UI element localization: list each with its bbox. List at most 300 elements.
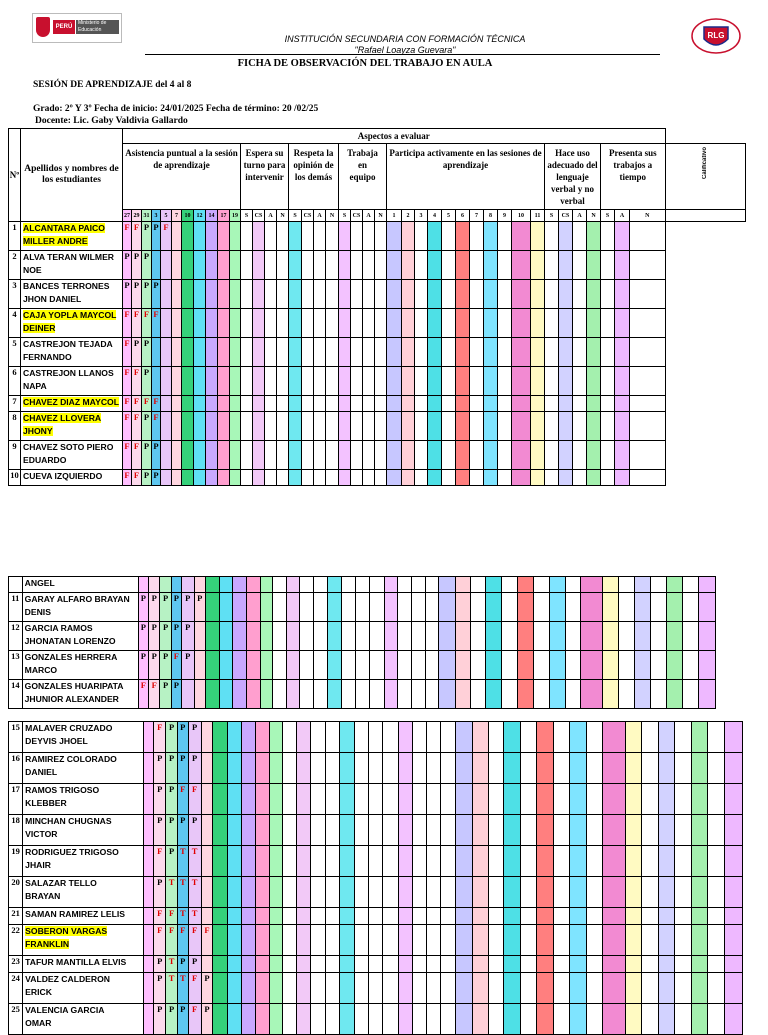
date-label: 31	[142, 210, 152, 222]
empty-cell	[325, 877, 339, 908]
student-name-line: ALCANTARA PAICO	[23, 223, 105, 233]
student-row	[9, 908, 743, 925]
attendance-mark: F	[171, 651, 181, 680]
student-name-line: BRAYAN	[25, 891, 61, 901]
empty-cell	[383, 908, 398, 925]
empty-cell	[545, 396, 559, 412]
empty-cell	[314, 680, 328, 709]
attendance-mark: F	[123, 222, 132, 251]
empty-cell	[246, 680, 260, 709]
empty-cell	[666, 577, 682, 593]
empty-cell	[441, 1004, 455, 1035]
observation-table-continued	[8, 576, 716, 709]
empty-cell	[570, 784, 587, 815]
empty-cell	[355, 784, 369, 815]
empty-cell	[650, 577, 666, 593]
empty-cell	[286, 593, 300, 622]
attendance-mark: T	[177, 846, 188, 877]
empty-cell	[342, 651, 356, 680]
student-name-line: GARAY ALFARO BRAYAN	[24, 594, 130, 604]
empty-cell	[227, 1004, 241, 1035]
student-row	[9, 846, 743, 877]
empty-cell	[666, 622, 682, 651]
empty-cell	[427, 722, 441, 753]
empty-cell	[456, 680, 471, 709]
student-name	[23, 973, 144, 1004]
attendance-mark: P	[142, 441, 152, 470]
attendance-mark: P	[177, 722, 188, 753]
empty-cell	[172, 280, 182, 309]
group-header-1: Asistencia puntual a la sesión de aprendizaje	[123, 144, 241, 210]
session-label: 6	[456, 210, 470, 222]
empty-cell	[351, 280, 363, 309]
student-name	[22, 680, 138, 709]
empty-cell	[302, 338, 314, 367]
empty-cell	[642, 753, 659, 784]
empty-cell	[587, 367, 601, 396]
attendance-mark: P	[142, 280, 152, 309]
empty-cell	[581, 577, 603, 593]
empty-cell	[369, 680, 384, 709]
empty-cell	[369, 784, 383, 815]
empty-cell	[456, 396, 470, 412]
empty-cell	[255, 846, 269, 877]
empty-cell	[201, 877, 213, 908]
empty-cell	[517, 651, 533, 680]
empty-cell	[708, 908, 725, 925]
empty-cell	[642, 925, 659, 956]
empty-cell	[218, 412, 230, 441]
empty-cell	[517, 593, 533, 622]
empty-cell	[533, 680, 549, 709]
empty-cell	[531, 367, 545, 396]
empty-cell	[194, 309, 206, 338]
student-row	[9, 309, 746, 338]
student-number: 20	[9, 877, 23, 908]
student-name	[22, 577, 138, 593]
attendance-mark: F	[188, 925, 201, 956]
empty-cell	[484, 251, 498, 280]
attendance-mark: P	[166, 1004, 178, 1035]
empty-cell	[227, 753, 241, 784]
empty-cell	[625, 815, 642, 846]
empty-cell	[369, 908, 383, 925]
empty-cell	[658, 925, 675, 956]
empty-cell	[213, 753, 227, 784]
empty-cell	[650, 651, 666, 680]
session-label: 5	[442, 210, 456, 222]
empty-cell	[498, 338, 512, 367]
attendance-mark: P	[201, 1004, 213, 1035]
empty-cell	[642, 722, 659, 753]
empty-cell	[691, 925, 708, 956]
empty-cell	[402, 470, 415, 486]
empty-cell	[615, 280, 630, 309]
attendance-mark: P	[188, 815, 201, 846]
empty-cell	[427, 815, 441, 846]
empty-cell	[205, 680, 219, 709]
empty-cell	[603, 753, 625, 784]
empty-cell	[587, 338, 601, 367]
empty-cell	[456, 338, 470, 367]
empty-cell	[325, 1004, 339, 1035]
empty-cell	[587, 222, 601, 251]
empty-cell	[387, 412, 402, 441]
empty-cell	[428, 441, 442, 470]
empty-cell	[531, 441, 545, 470]
empty-cell	[488, 815, 503, 846]
empty-cell	[650, 622, 666, 651]
empty-cell	[442, 412, 456, 441]
empty-cell	[138, 577, 148, 593]
date-label: 7	[172, 210, 182, 222]
empty-cell	[233, 680, 247, 709]
empty-cell	[455, 956, 473, 973]
empty-cell	[634, 622, 650, 651]
empty-cell	[387, 338, 402, 367]
date-label: 14	[206, 210, 218, 222]
empty-cell	[413, 1004, 427, 1035]
empty-cell	[283, 973, 297, 1004]
attendance-mark: P	[188, 753, 201, 784]
empty-cell	[355, 722, 369, 753]
empty-cell	[369, 577, 384, 593]
attendance-mark: F	[188, 784, 201, 815]
empty-cell	[387, 470, 402, 486]
empty-cell	[384, 593, 398, 622]
empty-cell	[218, 396, 230, 412]
empty-cell	[230, 309, 241, 338]
student-number: 4	[9, 309, 21, 338]
empty-cell	[149, 577, 160, 593]
group-header-3: Respeta la opinión de los demás	[289, 144, 339, 210]
empty-cell	[625, 722, 642, 753]
empty-cell	[498, 251, 512, 280]
attendance-mark: P	[152, 222, 161, 251]
attendance-mark: F	[152, 412, 161, 441]
scale-label: A	[265, 210, 277, 222]
empty-cell	[339, 309, 351, 338]
student-row	[9, 973, 743, 1004]
empty-cell	[342, 680, 356, 709]
empty-cell	[498, 412, 512, 441]
empty-cell	[182, 412, 194, 441]
empty-cell	[143, 846, 154, 877]
empty-cell	[581, 593, 603, 622]
student-number: 11	[9, 593, 23, 622]
empty-cell	[601, 280, 615, 309]
empty-cell	[325, 908, 339, 925]
empty-cell	[586, 908, 603, 925]
attendance-mark: T	[188, 877, 201, 908]
observation-table	[8, 128, 746, 486]
attendance-mark: T	[166, 877, 178, 908]
date-label: 17	[218, 210, 230, 222]
empty-cell	[289, 396, 302, 412]
empty-cell	[682, 593, 698, 622]
empty-cell	[326, 309, 339, 338]
empty-cell	[241, 338, 253, 367]
empty-cell	[455, 877, 473, 908]
empty-cell	[630, 470, 666, 486]
attendance-mark: P	[177, 1004, 188, 1035]
empty-cell	[455, 815, 473, 846]
empty-cell	[297, 815, 311, 846]
student-name-line: DEINER	[23, 323, 56, 333]
empty-cell	[553, 908, 570, 925]
empty-cell	[512, 222, 531, 251]
empty-cell	[666, 680, 682, 709]
student-name-line: KLEBBER	[25, 798, 67, 808]
empty-cell	[603, 622, 619, 651]
empty-cell	[351, 367, 363, 396]
empty-cell	[297, 722, 311, 753]
empty-cell	[708, 753, 725, 784]
empty-cell	[363, 251, 375, 280]
empty-cell	[724, 753, 742, 784]
empty-cell	[398, 593, 412, 622]
empty-cell	[570, 722, 587, 753]
empty-cell	[402, 280, 415, 309]
attendance-mark: P	[171, 680, 181, 709]
empty-cell	[219, 651, 233, 680]
empty-cell	[520, 956, 537, 973]
student-name	[23, 1004, 144, 1035]
group-header-8	[665, 144, 745, 210]
empty-cell	[470, 396, 484, 412]
empty-cell	[289, 280, 302, 309]
empty-cell	[339, 815, 354, 846]
empty-cell	[402, 222, 415, 251]
student-name-line: CHAVEZ SOTO PIERO	[23, 442, 114, 452]
empty-cell	[691, 973, 708, 1004]
empty-cell	[473, 877, 488, 908]
empty-cell	[172, 251, 182, 280]
empty-cell	[415, 222, 428, 251]
empty-cell	[227, 925, 241, 956]
empty-cell	[675, 973, 692, 1004]
empty-cell	[289, 309, 302, 338]
attendance-mark: F	[201, 925, 213, 956]
empty-cell	[601, 222, 615, 251]
empty-cell	[691, 908, 708, 925]
group-header-4: Trabaja en equipo	[339, 144, 387, 210]
empty-cell	[363, 309, 375, 338]
empty-cell	[241, 877, 255, 908]
empty-cell	[289, 251, 302, 280]
student-name	[21, 470, 123, 486]
empty-cell	[171, 577, 181, 593]
empty-cell	[356, 577, 370, 593]
empty-cell	[503, 877, 520, 908]
date-label: 3	[152, 210, 161, 222]
empty-cell	[630, 396, 666, 412]
student-number: 9	[9, 441, 21, 470]
student-name	[23, 908, 144, 925]
student-row	[9, 622, 716, 651]
empty-cell	[205, 622, 219, 651]
col-number-header: Nº	[9, 129, 21, 222]
empty-cell	[586, 925, 603, 956]
empty-cell	[587, 309, 601, 338]
session-label: SESIÓN DE APRENDIZAJE del 4 al 8	[33, 80, 192, 90]
empty-cell	[241, 846, 255, 877]
student-name	[22, 593, 138, 622]
empty-cell	[253, 396, 265, 412]
empty-cell	[143, 908, 154, 925]
empty-cell	[286, 680, 300, 709]
empty-cell	[455, 925, 473, 956]
empty-cell	[253, 367, 265, 396]
empty-cell	[439, 622, 456, 651]
empty-cell	[277, 222, 289, 251]
empty-cell	[603, 956, 625, 973]
empty-cell	[691, 815, 708, 846]
empty-cell	[375, 280, 387, 309]
empty-cell	[213, 815, 227, 846]
empty-cell	[442, 470, 456, 486]
empty-cell	[498, 222, 512, 251]
empty-cell	[724, 784, 742, 815]
empty-cell	[363, 338, 375, 367]
empty-cell	[630, 441, 666, 470]
empty-cell	[517, 577, 533, 593]
empty-cell	[473, 956, 488, 973]
empty-cell	[456, 280, 470, 309]
empty-cell	[205, 577, 219, 593]
empty-cell	[302, 309, 314, 338]
attendance-mark: P	[194, 593, 205, 622]
empty-cell	[161, 338, 172, 367]
date-label: 5	[161, 210, 172, 222]
student-name	[21, 367, 123, 396]
empty-cell	[675, 1004, 692, 1035]
student-row	[9, 1004, 743, 1035]
scale-label: S	[601, 210, 615, 222]
empty-cell	[512, 367, 531, 396]
student-name-line: MARCO	[24, 665, 58, 675]
empty-cell	[625, 753, 642, 784]
empty-cell	[363, 441, 375, 470]
session-label: 10	[512, 210, 531, 222]
empty-cell	[691, 722, 708, 753]
empty-cell	[570, 877, 587, 908]
empty-cell	[634, 577, 650, 593]
empty-cell	[194, 412, 206, 441]
student-name	[21, 309, 123, 338]
empty-cell	[314, 412, 326, 441]
empty-cell	[559, 441, 573, 470]
empty-cell	[456, 441, 470, 470]
attendance-mark: P	[188, 722, 201, 753]
empty-cell	[277, 338, 289, 367]
empty-cell	[356, 593, 370, 622]
empty-cell	[383, 877, 398, 908]
empty-cell	[300, 680, 314, 709]
empty-cell	[425, 622, 439, 651]
empty-cell	[471, 680, 486, 709]
date-label: 10	[182, 210, 194, 222]
empty-cell	[219, 622, 233, 651]
student-number: 12	[9, 622, 23, 651]
empty-cell	[227, 815, 241, 846]
attendance-mark: P	[177, 753, 188, 784]
empty-cell	[355, 815, 369, 846]
empty-cell	[314, 280, 326, 309]
student-name	[21, 412, 123, 441]
empty-cell	[172, 338, 182, 367]
empty-cell	[283, 956, 297, 973]
empty-cell	[161, 367, 172, 396]
empty-cell	[351, 338, 363, 367]
empty-cell	[227, 784, 241, 815]
empty-cell	[586, 753, 603, 784]
empty-cell	[512, 396, 531, 412]
empty-cell	[603, 1004, 625, 1035]
empty-cell	[325, 722, 339, 753]
session-label: 9	[498, 210, 512, 222]
empty-cell	[520, 753, 537, 784]
empty-cell	[442, 309, 456, 338]
empty-cell	[545, 367, 559, 396]
attendance-mark: F	[132, 470, 142, 486]
attendance-mark: P	[160, 622, 171, 651]
empty-cell	[498, 309, 512, 338]
empty-cell	[182, 280, 194, 309]
attendance-mark: F	[154, 908, 166, 925]
empty-cell	[603, 908, 625, 925]
session-label: 7	[470, 210, 484, 222]
attendance-mark: F	[132, 396, 142, 412]
empty-cell	[473, 753, 488, 784]
empty-cell	[484, 367, 498, 396]
empty-cell	[327, 651, 342, 680]
empty-cell	[415, 396, 428, 412]
student-name-line: DANIEL	[25, 767, 58, 777]
empty-cell	[206, 367, 218, 396]
empty-cell	[615, 309, 630, 338]
attendance-mark: T	[188, 846, 201, 877]
empty-cell	[363, 412, 375, 441]
empty-cell	[182, 222, 194, 251]
empty-cell	[503, 753, 520, 784]
empty-cell	[503, 925, 520, 956]
empty-cell	[246, 577, 260, 593]
empty-cell	[573, 222, 587, 251]
empty-cell	[182, 470, 194, 486]
empty-cell	[218, 222, 230, 251]
empty-cell	[213, 846, 227, 877]
empty-cell	[570, 1004, 587, 1035]
empty-cell	[241, 784, 255, 815]
school-name: "Rafael Loayza Guevara"	[354, 45, 456, 55]
empty-cell	[698, 593, 715, 622]
group-header-2: Espera su turno para intervenir	[241, 144, 289, 210]
empty-cell	[369, 722, 383, 753]
empty-cell	[531, 222, 545, 251]
empty-cell	[241, 309, 253, 338]
empty-cell	[520, 1004, 537, 1035]
empty-cell	[273, 651, 287, 680]
empty-cell	[387, 222, 402, 251]
empty-cell	[384, 680, 398, 709]
empty-cell	[675, 925, 692, 956]
empty-cell	[553, 925, 570, 956]
empty-cell	[570, 846, 587, 877]
empty-cell	[603, 577, 619, 593]
empty-cell	[428, 309, 442, 338]
student-row	[9, 784, 743, 815]
